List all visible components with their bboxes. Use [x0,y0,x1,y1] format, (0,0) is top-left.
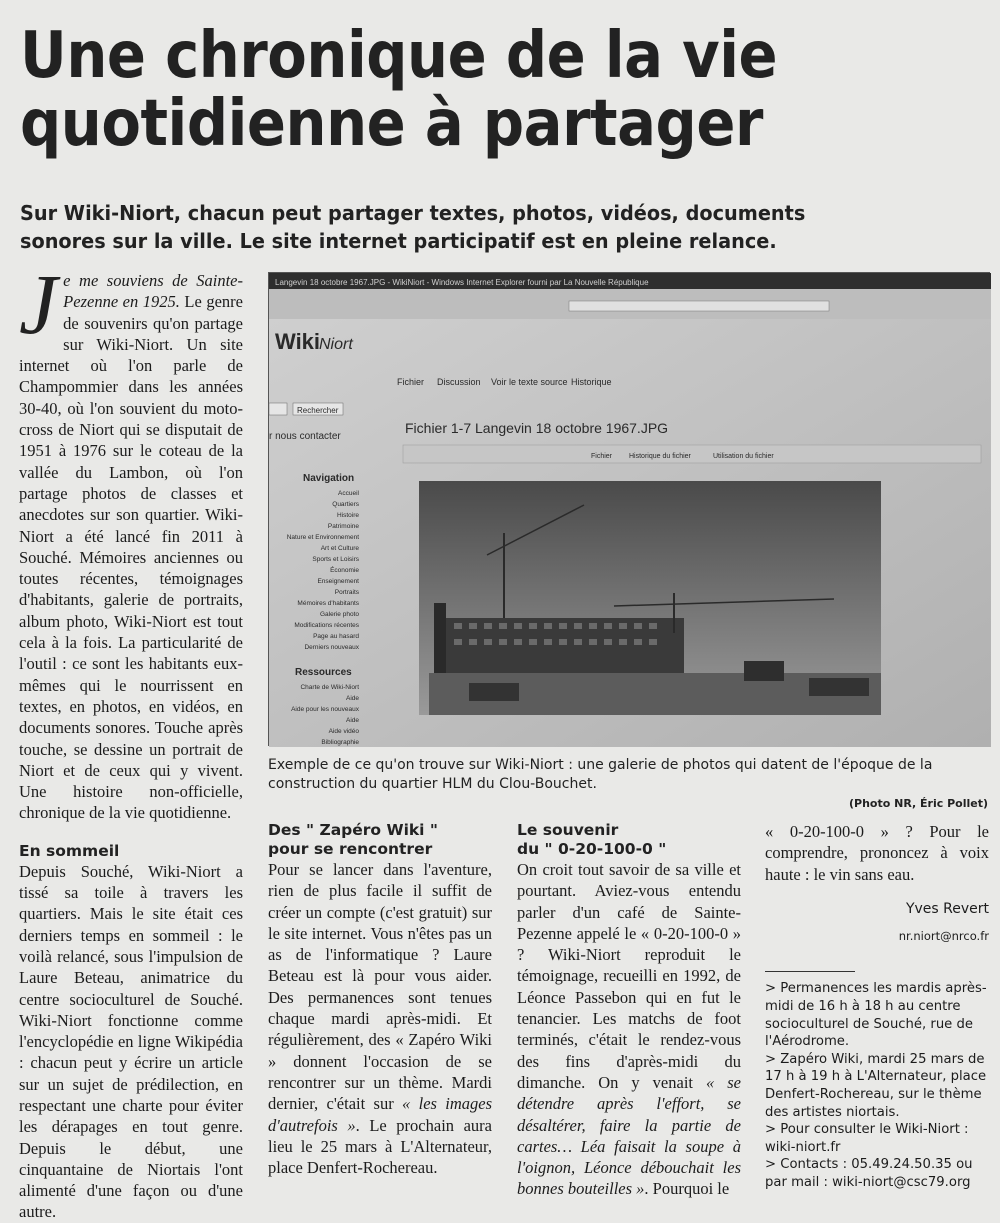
column-1 [19,256,244,1223]
nav-item[interactable]: Galerie photo [319,611,359,618]
section-body-zapero [268,859,492,1178]
nav-item[interactable]: Sports et Loisirs [312,556,359,563]
section-body-souvenir-text: On croit tout savoir de sa ville et pourtant. Aviez-vous entendu parler d'un café de Sainte-Pezenne appelé le « 0-20-100-0 » ? Wiki-Niort reproduit le témoignage, recueilli en 1992, de Léonce Passebon qui en fut le tenancier. Les matchs de foot terminés, c'était le rendez-vous des fins d'après-midi du dimanche. On y venait [517,860,741,1092]
info-item: > Permanences les mardis après-midi de 16 h à 18 h au centre socioculturel de Souché, rue de l'Aérodrome. [765,981,987,1050]
info-item: > Pour consulter le Wiki-Niort : wiki-niort.fr [765,1122,969,1155]
tab-source[interactable]: Voir le texte source [491,377,568,387]
section-body-souvenir-italic: « se détendre après l'effort, se désaltérer, faire la partie de cartes… Léa faisait la soupe à l'oignon, Léonce débouchait les bonnes bouteilles » [517,1072,741,1199]
nav-item[interactable]: Mémoires d'habitants [297,600,359,607]
nav-item[interactable]: Patrimoine [327,523,359,530]
nav-item[interactable]: Modifications récentes [294,622,359,629]
nav-item[interactable]: Histoire [336,512,359,519]
resource-item[interactable]: Aide vidéo [328,728,359,735]
nav-item[interactable]: Page au hasard [313,633,359,640]
nav-item[interactable]: Enseignement [317,578,359,585]
file-tab[interactable]: Utilisation du fichier [713,453,774,460]
info-item: > Zapéro Wiki, mardi 25 mars de 17 h à 19 h à L'Alternateur, place Denfert-Rochereau, sur le thème des artistes niortais. [765,1051,987,1120]
wiki-logo-suffix: Niort [319,336,353,353]
intro-lead: e me souviens de Sainte-Pezenne en 1925. [63,271,243,312]
wiki-niort-screenshot [269,273,991,747]
author-email: nr.niort@nrco.fr [898,929,989,944]
section-title-souvenir-line-1: Le souvenir [517,821,619,839]
nav-item[interactable]: Portraits [334,589,359,596]
column-4 [765,821,989,1192]
section-title-souvenir [517,821,741,859]
intro-body: Le genre de souvenirs qu'on partage sur Wiki-Niort. Un site internet où l'on parle de Champommier dans les années 30-40, où l'on souvient du moto-cross de Niort qui se disputait de 1951 à 1976 sur le coteau de la vallée du Lambon, où l'on partage photos de classes et anecdotes sur son quartier. Wiki-Niort a été lancé fin 2011 à Souché. Mémoires anciennes ou toutes récentes, témoignages d'habitants, galerie de portraits, album photo, Wiki-Niort est tout cela à la fois. La particularité de l'outil : ce sont les habitants eux-mêmes qui le nourrissent en textes, en photos, en vidéos, en documents sonores. Touche après touche, se dessine un portrait de Niort et de ceux qui y vivent. Une histoire non-officielle, chronique de la vie quotidienne. [19,292,244,823]
window-title: Langevin 18 octobre 1967.JPG - WikiNiort - Windows Internet Explorer fourni par La Nouvelle République [275,278,649,287]
column-3 [517,821,741,1200]
headline-line-2: quotidienne à partager [20,87,763,161]
section-body-zapero-text: Pour se lancer dans l'aventure, rien de plus facile il suffit de créer un compte (c'est gratuit) sur le site internet. Vous n'êtes pas un as de l'informatique ? Laure Beteau est là pour vous aider. Des permanences sont tenues chaque mardi après-midi. Et régulièrement, des « Zapéro Wiki » donnent l'occasion de se rencontrer sur un thème. Mardi dernier, c'était sur [268,860,492,1114]
article-subhead [20,199,922,255]
search-button[interactable]: Rechercher [297,406,339,415]
tab-fichier[interactable]: Fichier [397,377,425,387]
section-body-zapero-italic: « les images d'autrefois » [268,1094,493,1135]
resource-item[interactable]: Aide pour les nouveaux [291,706,359,713]
dropcap: J [19,256,58,352]
info-item: > Contacts : 05.49.24.50.35 ou par mail : wiki-niort@csc79.org [765,1157,973,1191]
contact-link[interactable]: r nous contacter [269,431,341,442]
section-body-zapero-end: . Le prochain aura lieu le 25 mars à L'Alternateur, place Denfert-Rochereau. [268,1115,492,1178]
tab-historique[interactable]: Historique [571,377,612,387]
section-title-souvenir-line-2: du " 0-20-100-0 " [517,840,667,858]
section-title-zapero-line-2: pour se rencontrer [268,840,433,858]
resource-item[interactable]: Aide [345,695,359,702]
nav-item[interactable]: Économie [330,567,359,574]
intro-paragraph [19,256,244,824]
section-title-zapero-line-1: Des " Zapéro Wiki " [268,821,438,839]
subhead-line-1: Sur Wiki-Niort, chacun peut partager textes, photos, vidéos, documents [20,201,806,225]
nav-item[interactable]: Nature et Environnement [286,534,359,541]
wiki-logo: Wiki [275,329,321,354]
resource-item[interactable]: Charte de Wiki-Niort [300,684,359,691]
section-body-en-sommeil: Depuis Souché, Wiki-Niort a tissé sa toile à travers les quartiers. Mais le site était ces derniers temps en sommeil : le voilà relancé, sous l'impulsion de Laure Beteau, animatrice du centre socioculturel de Souché. Wiki-Niort fonctionne comme l'encyclopédie en ligne Wikipédia : chacun peut y écrire un article sur un sujet de prédilection, en respectant une charte pour éviter les dérapages en tout genre. Depuis le début, une cinquantaine de Niortais l'ont alimenté d'une façon ou d'une autre. [19,861,243,1222]
tab-discussion[interactable]: Discussion [437,377,481,387]
resource-item[interactable]: Bibliographie [321,739,359,746]
section-body-souvenir [517,859,741,1200]
file-title: Fichier 1-7 Langevin 18 octobre 1967.JPG [405,420,669,436]
continuation-paragraph: « 0-20-100-0 » ? Pour le comprendre, prononcez à voix haute : le vin sans eau. [765,822,989,884]
divider [765,971,855,972]
nav-item[interactable]: Derniers nouveaux [304,644,359,651]
navigation-heading: Navigation [303,473,355,484]
author-name: Yves Revert [905,900,989,917]
nav-item[interactable]: Art et Culture [320,545,359,552]
article-photo [268,272,990,746]
section-title-en-sommeil: En sommeil [19,841,120,860]
nav-item[interactable]: Accueil [338,490,359,497]
subhead-line-2: sonores sur la ville. Le site internet participatif est en pleine relance. [20,229,777,253]
resource-item[interactable]: Aide [345,717,359,724]
section-body-souvenir-end: . Pourquoi le [644,1179,730,1199]
nav-item[interactable]: Quartiers [332,501,359,508]
photo-caption: Exemple de ce qu'on trouve sur Wiki-Niort : une galerie de photos qui datent de l'époque de la construction du quartier HLM du Clou-Bouchet. [268,757,933,792]
column-2 [268,821,492,1178]
section-title-zapero [268,821,492,859]
photo-credit: (Photo NR, Éric Pollet) [849,797,988,810]
resources-heading: Ressources [295,667,352,678]
file-tab[interactable]: Historique du fichier [629,453,691,460]
headline-line-1: Une chronique de la vie [20,19,778,93]
file-tab[interactable]: Fichier [591,453,613,460]
practical-info [765,980,989,1191]
article-headline [20,19,884,161]
